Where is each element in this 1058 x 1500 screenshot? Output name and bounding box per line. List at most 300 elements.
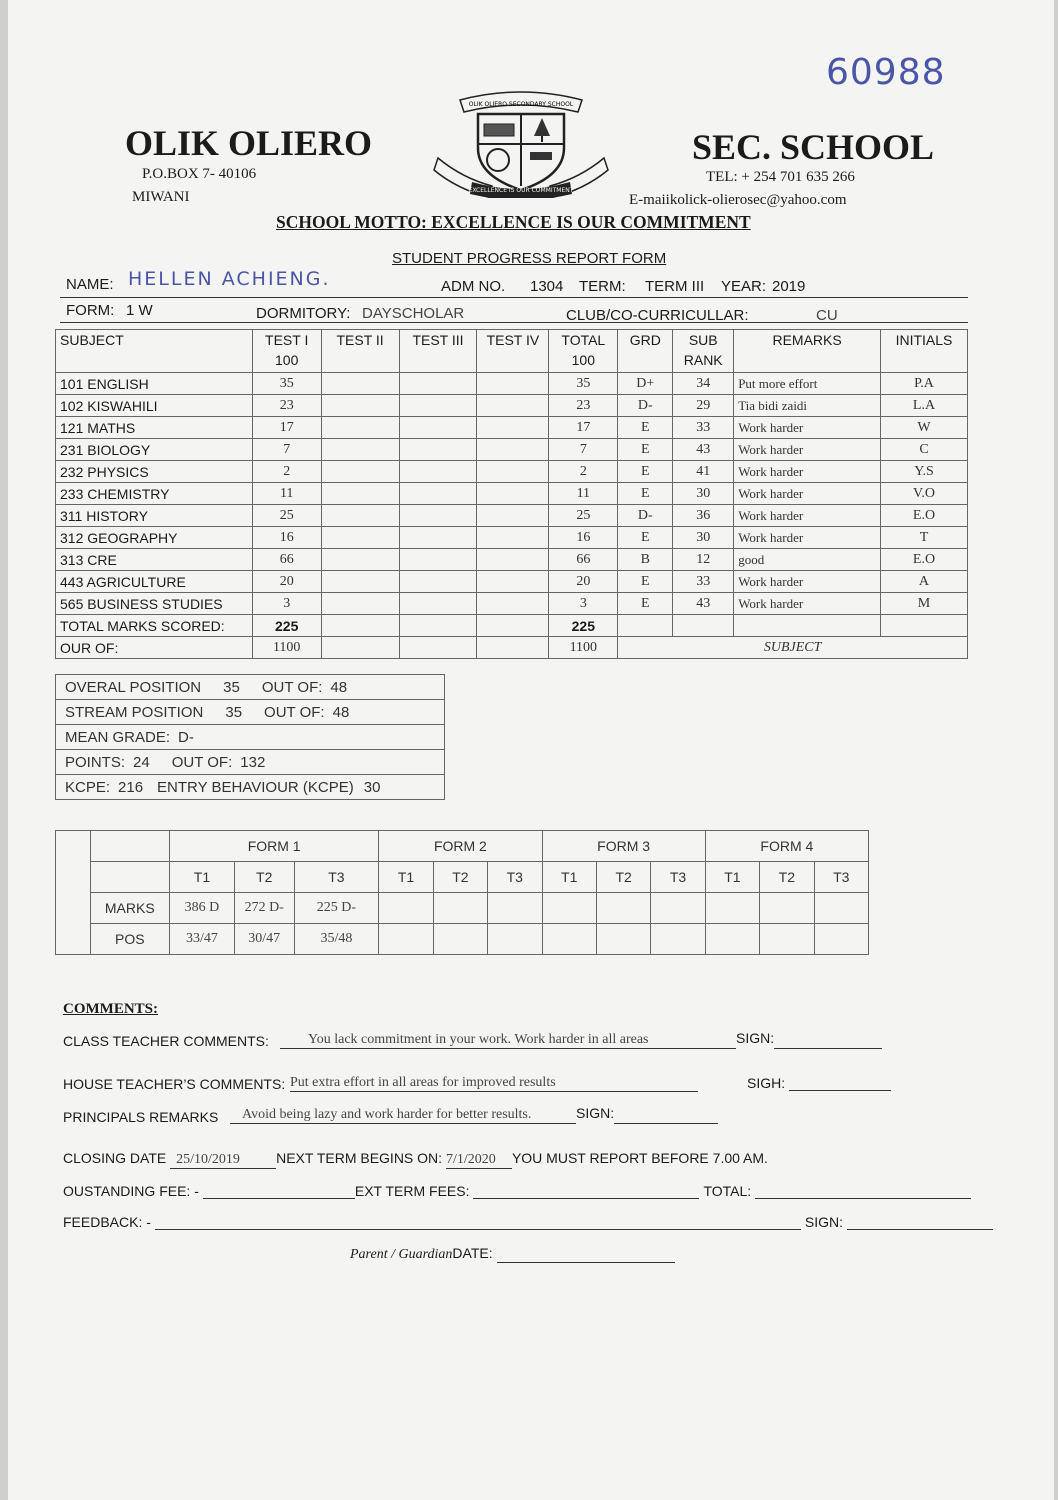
- term-header: T2: [433, 862, 487, 893]
- pos-cell: [760, 924, 814, 955]
- rank-cell: 43: [673, 439, 734, 461]
- header-grade: GRD: [618, 330, 673, 373]
- total-cell: 7: [549, 439, 618, 461]
- form1-header: FORM 1: [170, 831, 379, 862]
- table-row: [56, 593, 968, 615]
- term-header: T2: [234, 862, 294, 893]
- form-header-row: [56, 831, 869, 862]
- test2-cell: [321, 527, 399, 549]
- initials-cell: E.O: [880, 549, 967, 571]
- subject-cell: 101 ENGLISH: [56, 373, 253, 395]
- table-row: [56, 461, 968, 483]
- table-row: [56, 439, 968, 461]
- empty-cell: [673, 615, 734, 637]
- pos-cell: [814, 924, 868, 955]
- form4-header: FORM 4: [705, 831, 868, 862]
- term-header: T1: [705, 862, 759, 893]
- header-test4: TEST IV: [477, 330, 549, 373]
- class-teacher-sign-line: [774, 1048, 882, 1049]
- principal-sign-label: SIGN:: [576, 1105, 615, 1121]
- test2-cell: [321, 483, 399, 505]
- header-initials: INITIALS: [880, 330, 967, 373]
- reference-number: 60988: [826, 52, 946, 93]
- feedback-label: FEEDBACK: -: [63, 1214, 151, 1230]
- remarks-cell: Put more effort: [734, 373, 881, 395]
- empty-cell: [477, 615, 549, 637]
- test2-cell: [321, 373, 399, 395]
- next-term-value: 7/1/2020: [446, 1152, 512, 1169]
- test4-cell: [477, 395, 549, 417]
- year-value: 2019: [772, 278, 806, 295]
- test2-cell: [321, 549, 399, 571]
- total-cell: 66: [549, 549, 618, 571]
- position-summary: [55, 674, 445, 800]
- total-cell: 3: [549, 593, 618, 615]
- test3-cell: [399, 571, 477, 593]
- marks-cell: [379, 893, 433, 924]
- marks-cell: [705, 893, 759, 924]
- total-cell: 23: [549, 395, 618, 417]
- test1-cell: 20: [252, 571, 321, 593]
- pos-row: [56, 924, 869, 955]
- total-cell: 20: [549, 571, 618, 593]
- pos-cell: [705, 924, 759, 955]
- test2-cell: [321, 417, 399, 439]
- test1-cell: 11: [252, 483, 321, 505]
- stream-position-label: STREAM POSITION: [65, 703, 204, 721]
- empty-cell: [399, 615, 477, 637]
- term-header: T3: [294, 862, 379, 893]
- subject-cell: 231 BIOLOGY: [56, 439, 253, 461]
- next-term-fees-label: EXT TERM FEES:: [354, 1183, 470, 1199]
- dormitory-value: DAYSCHOLAR: [362, 305, 465, 322]
- table-row: [56, 417, 968, 439]
- test3-cell: [399, 505, 477, 527]
- empty-cell: [618, 615, 673, 637]
- test4-cell: [477, 549, 549, 571]
- total-cell: 35: [549, 373, 618, 395]
- closing-line: [63, 1150, 768, 1169]
- school-name-left: OLIK OLIERO: [125, 123, 373, 163]
- marks-cell: 386 D: [170, 893, 235, 924]
- marks-cell: 225 D-: [294, 893, 379, 924]
- rank-cell: 41: [673, 461, 734, 483]
- marks-cell: [542, 893, 596, 924]
- test3-cell: [399, 461, 477, 483]
- remarks-cell: good: [734, 549, 881, 571]
- marks-cell: [433, 893, 487, 924]
- form3-header: FORM 3: [542, 831, 705, 862]
- test4-cell: [477, 417, 549, 439]
- grade-cell: E: [618, 527, 673, 549]
- feedback-sign-line: [847, 1229, 993, 1230]
- term-header: T3: [488, 862, 542, 893]
- house-teacher-sigh: [747, 1075, 891, 1091]
- overall-position-row: [56, 675, 445, 700]
- school-motto: SCHOOL MOTTO: EXCELLENCE IS OUR COMMITMENT: [276, 212, 751, 232]
- table-row: [56, 373, 968, 395]
- next-term-label: NEXT TERM BEGINS ON:: [276, 1150, 443, 1166]
- town: MIWANI: [132, 189, 190, 205]
- test4-cell: [477, 439, 549, 461]
- remarks-cell: Work harder: [734, 527, 881, 549]
- remarks-cell: Tia bidi zaidi: [734, 395, 881, 417]
- empty-cell: [321, 615, 399, 637]
- stream-outof-label: OUT OF:: [264, 703, 325, 721]
- subject-cell: 121 MATHS: [56, 417, 253, 439]
- subject-cell: 233 CHEMISTRY: [56, 483, 253, 505]
- subject-cell: 312 GEOGRAPHY: [56, 527, 253, 549]
- school-name-right: SEC. SCHOOL: [692, 127, 935, 167]
- stream-position-value: 35: [225, 703, 243, 721]
- test1-cell: 2: [252, 461, 321, 483]
- out-of-label: OUR OF:: [56, 637, 253, 659]
- term-header: T3: [651, 862, 705, 893]
- rank-cell: 12: [673, 549, 734, 571]
- term-header: T2: [596, 862, 650, 893]
- marks-cell: [814, 893, 868, 924]
- kcpe-cell: [56, 775, 445, 800]
- subject-cell: 565 BUSINESS STUDIES: [56, 593, 253, 615]
- comments-heading: COMMENTS:: [63, 1001, 158, 1017]
- rank-cell: 30: [673, 483, 734, 505]
- table-row: [56, 549, 968, 571]
- header-test1-text: TEST I 100: [265, 332, 309, 368]
- grades-body: [56, 373, 968, 659]
- test2-cell: [321, 571, 399, 593]
- remarks-cell: Work harder: [734, 417, 881, 439]
- test3-cell: [399, 593, 477, 615]
- test3-cell: [399, 417, 477, 439]
- total-cell: 16: [549, 527, 618, 549]
- term-header: T1: [379, 862, 433, 893]
- initials-cell: E.O: [880, 505, 967, 527]
- term-header: T3: [814, 862, 868, 893]
- term-header: T1: [170, 862, 235, 893]
- test4-cell: [477, 527, 549, 549]
- email: E-maiikolick-olierosec@yahoo.com: [629, 192, 847, 208]
- remarks-cell: Work harder: [734, 439, 881, 461]
- history-margin-cell: [56, 831, 91, 955]
- mean-grade-label: MEAN GRADE:: [65, 728, 171, 746]
- remarks-cell: Work harder: [734, 505, 881, 527]
- test1-cell: 16: [252, 527, 321, 549]
- total-cell: 17: [549, 417, 618, 439]
- school-crest-logo: [432, 86, 610, 198]
- out-of-total: 1100: [549, 637, 618, 659]
- marks-cell: [760, 893, 814, 924]
- total-cell: 25: [549, 505, 618, 527]
- total-cell: 2: [549, 461, 618, 483]
- empty-cell: [477, 637, 549, 659]
- kcpe-value: 216: [118, 778, 144, 796]
- stream-outof-value: 48: [332, 703, 350, 721]
- table-row: [56, 505, 968, 527]
- rank-cell: 29: [673, 395, 734, 417]
- rank-cell: 43: [673, 593, 734, 615]
- pos-cell: [542, 924, 596, 955]
- header-total: [549, 330, 618, 373]
- header-subject: SUBJECT: [56, 330, 253, 373]
- empty-cell: [90, 862, 170, 893]
- points-outof-value: 132: [240, 753, 266, 771]
- grade-cell: E: [618, 461, 673, 483]
- pos-label: POS: [90, 924, 170, 955]
- subject-cell: 443 AGRICULTURE: [56, 571, 253, 593]
- grade-cell: D-: [618, 395, 673, 417]
- form-underline: [60, 322, 968, 323]
- empty-cell: [90, 831, 170, 862]
- initials-cell: L.A: [880, 395, 967, 417]
- club-value: CU: [816, 307, 838, 324]
- header-test1: [252, 330, 321, 373]
- telephone: TEL: + 254 701 635 266: [706, 169, 855, 185]
- test3-cell: [399, 483, 477, 505]
- house-teacher-label: HOUSE TEACHER’S COMMENTS:: [63, 1076, 286, 1092]
- pos-cell: [379, 924, 433, 955]
- subject-cell: 102 KISWAHILI: [56, 395, 253, 417]
- out-of-test1: 1100: [252, 637, 321, 659]
- test4-cell: [477, 461, 549, 483]
- fees-total-line: [755, 1198, 971, 1199]
- total-marks-total: 225: [549, 615, 618, 637]
- test2-cell: [321, 461, 399, 483]
- stream-position-row: [56, 700, 445, 725]
- report-time-label: YOU MUST REPORT BEFORE 7.00 AM.: [511, 1150, 768, 1166]
- remarks-cell: Work harder: [734, 593, 881, 615]
- marks-cell: 272 D-: [234, 893, 294, 924]
- fees-line: [63, 1183, 971, 1199]
- mean-grade-row: [56, 725, 445, 750]
- house-teacher-sigh-label: SIGH:: [747, 1075, 786, 1091]
- overall-position-cell: [56, 675, 445, 700]
- subject-cell: 311 HISTORY: [56, 505, 253, 527]
- form-label: FORM:: [66, 302, 115, 319]
- term-value: TERM III: [645, 278, 705, 295]
- rank-cell: 33: [673, 571, 734, 593]
- grade-cell: D+: [618, 373, 673, 395]
- pos-cell: [596, 924, 650, 955]
- subject-cell: 313 CRE: [56, 549, 253, 571]
- header-test2: TEST II: [321, 330, 399, 373]
- class-teacher-comment: You lack commitment in your work. Work harder in all areas: [280, 1032, 736, 1049]
- pos-cell: [433, 924, 487, 955]
- marks-row: [56, 893, 869, 924]
- term-history-table: [55, 830, 869, 955]
- house-teacher-comment: Put extra effort in all areas for improved results: [290, 1075, 698, 1092]
- name-label: NAME:: [66, 276, 114, 293]
- table-row: [56, 571, 968, 593]
- closing-date-value: 25/10/2019: [170, 1152, 276, 1169]
- overall-position-label: OVERAL POSITION: [65, 678, 202, 696]
- test3-cell: [399, 395, 477, 417]
- header-test3: TEST III: [399, 330, 477, 373]
- total-marks-label: TOTAL MARKS SCORED:: [56, 615, 253, 637]
- parent-date-line: [497, 1262, 675, 1263]
- closing-date-label: CLOSING DATE: [63, 1150, 167, 1166]
- po-box: P.O.BOX 7- 40106: [142, 166, 257, 182]
- feedback-line: [63, 1214, 993, 1230]
- total-cell: 11: [549, 483, 618, 505]
- test4-cell: [477, 505, 549, 527]
- empty-cell: [321, 637, 399, 659]
- club-label: CLUB/CO-CURRICULLAR:: [566, 307, 749, 324]
- entry-behaviour-value: 30: [363, 778, 381, 796]
- test3-cell: [399, 373, 477, 395]
- mean-grade-cell: [56, 725, 445, 750]
- outstanding-fee-line: [203, 1198, 355, 1199]
- dormitory-label: DORMITORY:: [256, 305, 351, 322]
- grade-cell: D-: [618, 505, 673, 527]
- overall-position-value: 35: [223, 678, 240, 696]
- test3-cell: [399, 527, 477, 549]
- empty-cell: [734, 615, 881, 637]
- parent-guardian-label: Parent / Guardian: [350, 1247, 453, 1262]
- out-of-row: [56, 637, 968, 659]
- rank-cell: 30: [673, 527, 734, 549]
- pos-cell: 35/48: [294, 924, 379, 955]
- name-underline: [60, 297, 968, 298]
- test2-cell: [321, 439, 399, 461]
- test2-cell: [321, 395, 399, 417]
- points-value: 24: [133, 753, 150, 771]
- points-label: POINTS:: [65, 753, 126, 771]
- test4-cell: [477, 373, 549, 395]
- header-remarks: REMARKS: [734, 330, 881, 373]
- adm-label: ADM NO.: [441, 278, 506, 295]
- test1-cell: 23: [252, 395, 321, 417]
- table-row: [56, 395, 968, 417]
- initials-cell: A: [880, 571, 967, 593]
- test1-cell: 3: [252, 593, 321, 615]
- grade-cell: E: [618, 439, 673, 461]
- kcpe-row: [56, 775, 445, 800]
- term-header-row: [56, 862, 869, 893]
- stream-position-cell: [56, 700, 445, 725]
- term-label: TERM:: [579, 278, 626, 295]
- total-marks-row: [56, 615, 968, 637]
- grades-table: [55, 329, 968, 659]
- remarks-cell: Work harder: [734, 483, 881, 505]
- test3-cell: [399, 549, 477, 571]
- feedback-sign-label: SIGN:: [804, 1214, 844, 1230]
- subject-cell: 232 PHYSICS: [56, 461, 253, 483]
- test4-cell: [477, 571, 549, 593]
- header-rank: [673, 330, 734, 373]
- grade-cell: E: [618, 417, 673, 439]
- principal-comment: Avoid being lazy and work harder for better results.: [230, 1107, 576, 1124]
- class-teacher-sign-label: SIGN:: [736, 1030, 775, 1046]
- principal-sign-line: [614, 1123, 718, 1124]
- term-header: T1: [542, 862, 596, 893]
- overall-outof-value: 48: [330, 678, 348, 696]
- crest-ribbon-bottom-text: EXCELLENCE IS OUR COMMITMENT: [468, 187, 574, 194]
- test2-cell: [321, 505, 399, 527]
- parent-line: [350, 1245, 675, 1263]
- class-teacher-label: CLASS TEACHER COMMENTS:: [63, 1033, 269, 1049]
- overall-outof-label: OUT OF:: [261, 678, 323, 696]
- test3-cell: [399, 439, 477, 461]
- initials-cell: T: [880, 527, 967, 549]
- test1-cell: 66: [252, 549, 321, 571]
- grade-cell: E: [618, 483, 673, 505]
- initials-cell: Y.S: [880, 461, 967, 483]
- test1-cell: 7: [252, 439, 321, 461]
- grades-header-row: [56, 330, 968, 373]
- total-marks-test1: 225: [252, 615, 321, 637]
- out-of-note: SUBJECT: [618, 637, 968, 659]
- feedback-entry-line: [155, 1229, 801, 1230]
- test1-cell: 17: [252, 417, 321, 439]
- student-name: HELLEN ACHIENG.: [128, 268, 331, 290]
- table-row: [56, 527, 968, 549]
- header-total-text: TOTAL 100: [561, 332, 606, 368]
- test2-cell: [321, 593, 399, 615]
- initials-cell: C: [880, 439, 967, 461]
- next-term-fees-line: [473, 1198, 699, 1199]
- fees-total-label: TOTAL:: [703, 1183, 752, 1199]
- empty-cell: [399, 637, 477, 659]
- house-teacher-sigh-line: [789, 1090, 891, 1091]
- class-teacher-line: [280, 1030, 882, 1049]
- marks-cell: [651, 893, 705, 924]
- marks-cell: [596, 893, 650, 924]
- grade-cell: E: [618, 593, 673, 615]
- remarks-cell: Work harder: [734, 461, 881, 483]
- remarks-cell: Work harder: [734, 571, 881, 593]
- initials-cell: W: [880, 417, 967, 439]
- table-row: [56, 483, 968, 505]
- test1-cell: 25: [252, 505, 321, 527]
- entry-behaviour-label: ENTRY BEHAVIOUR (KCPE): [157, 778, 354, 796]
- test1-cell: 35: [252, 373, 321, 395]
- pos-cell: 33/47: [170, 924, 235, 955]
- adm-value: 1304: [530, 278, 564, 295]
- principal-label: PRINCIPALS REMARKS: [63, 1109, 219, 1125]
- grade-cell: B: [618, 549, 673, 571]
- crest-ribbon-top-text: OLIK OLIERO SECONDARY SCHOOL: [468, 101, 574, 108]
- kcpe-label: KCPE:: [65, 778, 111, 796]
- rank-cell: 34: [673, 373, 734, 395]
- initials-cell: M: [880, 593, 967, 615]
- initials-cell: P.A: [880, 373, 967, 395]
- pos-cell: 30/47: [234, 924, 294, 955]
- marks-label: MARKS: [90, 893, 170, 924]
- form-value: 1 W: [126, 302, 153, 319]
- house-teacher-line: [290, 1073, 698, 1092]
- principal-line: [230, 1105, 718, 1124]
- grade-cell: E: [618, 571, 673, 593]
- mean-grade-value: D-: [178, 728, 194, 746]
- parent-date-label: DATE:: [452, 1245, 493, 1261]
- points-outof-label: OUT OF:: [171, 753, 233, 771]
- initials-cell: V.O: [880, 483, 967, 505]
- rank-cell: 33: [673, 417, 734, 439]
- empty-cell: [880, 615, 967, 637]
- pos-cell: [488, 924, 542, 955]
- test4-cell: [477, 483, 549, 505]
- outstanding-fee-label: OUSTANDING FEE: -: [63, 1183, 199, 1199]
- rank-cell: 36: [673, 505, 734, 527]
- points-row: [56, 750, 445, 775]
- marks-cell: [488, 893, 542, 924]
- points-cell: [56, 750, 445, 775]
- test4-cell: [477, 593, 549, 615]
- header-rank-text: SUB RANK: [683, 332, 723, 368]
- year-label: YEAR:: [721, 278, 767, 295]
- form2-header: FORM 2: [379, 831, 542, 862]
- form-title: STUDENT PROGRESS REPORT FORM: [392, 250, 667, 267]
